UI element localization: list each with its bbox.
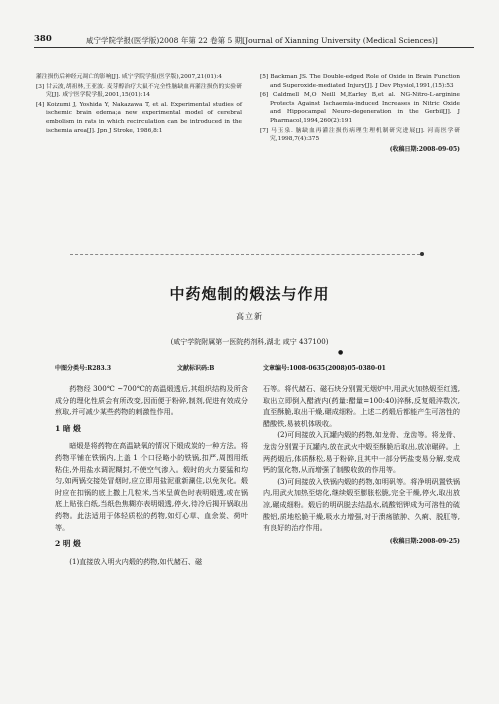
article-author: 高立新 <box>236 312 263 321</box>
body-paragraph: 石等。将代赭石、磁石块分别置无烟炉中,用武火加热煅至红透,取出立即倒入醋液内(药量:醋量=100:40)淬酥,反复煅淬数次,直至酥脆,取出干燥,碾成细粉。上述二药煅后都能产生可溶性的醋酸铁,易被机体吸收。 <box>263 384 460 428</box>
reference-item: [4] Koizumi J, Yoshida Y, Nakazawa T, et al. Experimental studies of ischemic brain edema;a new experimental model of cerebral embolism in rats in which recirculation can be introduced in the ischemia area[J]. Jpn J Stroke, 1986,8:1 <box>36 101 242 134</box>
body-paragraph: 暗煅是将药物在高温缺氧的情况下煅成炭的一种方法。将药物平铺在铁锅内,上盖 1 个口径略小的铁锅,扣严,周围用纸粘住,外用盐水调泥糊封,不使空气渗入。煅时的火力要猛和均匀,如两锅交接处冒烟时,应立即用盐泥重新涮住,以免灰化。煅时应在扣锅的底上撒上几粒米,当米呈黄色时表明煅透,或在锅底上贴张白纸,当纸色焦糊亦表明煅透,停火,待冷后揭开锅取出药物。此法适用于体轻质松的药物,如灯心草、血余炭、荷叶等。 <box>55 441 248 532</box>
body-paragraph: (3)可间接放入铁锅内煅的药物,如明矾等。将净明矾置铁锅内,用武火加热至熔化,继续煅至膨胀松脆,完全干燥,停火,取出放凉,碾成细粉。煅后的明矾脱去结晶水,硫酸铝钾成为可溶性的硫酸铝,质地松脆干燥,吸水力增强,对于溃疡脓肿、久痢、脱肛等,有良好的治疗作用。 <box>263 476 460 533</box>
body-right-column <box>263 383 460 547</box>
header-rule <box>34 47 474 48</box>
article-number: 文章编号:1008-0635(2008)05-0380-01 <box>263 365 386 372</box>
references-right-column <box>260 73 460 154</box>
reference-item: [5] Backman JS. The Double-edged Role of Oxide in Brain Function and Superoxide-mediated Injury[J]. J Dev Physiol,1991,(15):53 <box>260 74 460 89</box>
article-title: 中药炮制的煅法与作用 <box>169 285 330 303</box>
classification-number: 中图分类号:R283.3 <box>55 365 111 372</box>
section-heading: 1 暗 煅 <box>55 423 81 433</box>
intro-paragraph: 药物经 300℃ ~700℃的高温煅透后,其组织结构及所含成分的理化性质会有所改变,因而便于粉碎,制剂,促进有效成分煎取,并可减少某些药物的刺激性作用。 <box>55 384 248 417</box>
body-paragraph: (1)直接放入明火内煅的药物,如代赭石、磁 <box>69 556 203 566</box>
reference-item: 灌注损伤后神经元凋亡的影响[J]. 咸宁学院学报(医学版),2007,21(01):4 <box>36 74 222 80</box>
reference-item: [3] 甘云波,胡祖林,王亚波. 麦芽醇治疗大鼠不完全性脑缺血再灌注损伤的实验研究[J]. 咸宁医学院学报,2001,15(01):14 <box>36 83 242 99</box>
page-number: 380 <box>34 34 52 44</box>
reference-item: [6] Caldmell M,O Neill M,Earley B,et al. NG-Nitro-L-arginine Protects Against Ischaemia-induced Increases in Nitric Oxide and Hippocampal Neuro-degeneration in the Gerbil[J]. J Pharmacol,1994,260(2):191 <box>260 92 460 124</box>
author-affiliation: (咸宁学院附属第一医院药剂科,湖北 咸宁 437100) <box>170 338 329 346</box>
received-date: (收稿日期:2008-09-25) <box>389 537 460 545</box>
running-header <box>34 32 474 48</box>
article-separator <box>70 254 420 255</box>
body-paragraph: (2)可间接放入瓦罐内煅的药物,如龙骨、龙齿等。将龙骨、龙齿分别置于瓦罐内,放在武火中煅至酥脆后取出,放凉碾碎。上两药煅后,体质酥松,易于粉碎,且其中一部分钙盐变易分解,变成钙的氢化物,从而增强了制酸收敛的作用等。 <box>263 430 460 475</box>
document-code: 文献标识码:B <box>177 365 215 372</box>
received-date: (收稿日期:2008-09-05) <box>389 145 460 153</box>
reference-item: [7] 马玉泉. 脑缺血再灌注损伤病理生理机制研究进展[J]. 河南医学研究,1998,7(4):375 <box>260 127 460 143</box>
section-heading: 2 明 煅 <box>55 539 81 549</box>
references-left-column <box>36 73 242 136</box>
journal-title: 咸宁学院学报(医学版)2008 年第 22 卷第 5 期[Journal of Xianning University (Medical Sciences)] <box>86 36 438 45</box>
body-left-column <box>55 383 248 567</box>
bullet-mark: ● <box>338 349 344 356</box>
